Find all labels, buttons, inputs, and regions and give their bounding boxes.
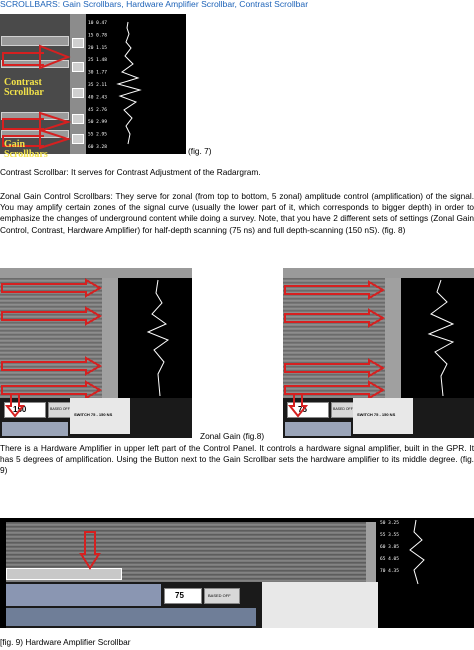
fig8-right-screenshot — [283, 268, 474, 438]
gain-arrow-head-1 — [40, 113, 70, 131]
fig8-right-gain-panel — [283, 398, 474, 438]
fig7-caption: (fig. 7) — [188, 146, 212, 156]
fig8-left-screenshot — [0, 268, 192, 438]
fig8-right-down-arrow — [289, 394, 307, 418]
fig7-scale-label: 60 3.28 — [88, 145, 107, 150]
fig9-down-arrow — [80, 532, 100, 570]
contrast-arrow-head — [40, 46, 70, 68]
fig8-right-based-button[interactable] — [331, 402, 355, 418]
fig9-value-box[interactable] — [164, 588, 202, 604]
fig7-scale-label: 15 0.78 — [88, 33, 107, 39]
fig9-caption: [fig. 9) Hardware Amplifier Scrollbar — [0, 637, 131, 647]
fig9-based-button[interactable] — [204, 588, 240, 604]
fig8-left-down-arrow — [6, 394, 27, 418]
gain-arrow-1 — [2, 118, 44, 130]
fig8-caption: Zonal Gain (fig.8) — [200, 431, 265, 441]
fig7-scale-label: 50 2.99 — [88, 120, 107, 126]
fig8-right-icon-row — [285, 422, 351, 436]
fig9-scale-label: 50 3.25 — [380, 521, 399, 526]
fig8-left-switch-label[interactable]: SWITCH 75 - 150 NS — [74, 412, 113, 417]
fig9-scale-label: 70 4.35 — [380, 569, 399, 574]
fig8-right-arrows — [283, 278, 403, 398]
fig8-left-border — [0, 268, 192, 278]
paragraph-contrast: Contrast Scrollbar: It serves for Contrast Adjustment of the Radargram. — [0, 167, 261, 177]
fig8-left-value: 150 — [13, 405, 27, 414]
fig9-icon-row-bottom — [6, 608, 256, 626]
fig7-scale-label: 25 1.48 — [88, 58, 107, 64]
fig8-left-arrows — [0, 278, 120, 398]
fig7-scale-label: 20 1.15 — [88, 45, 107, 51]
fig8-left-wave — [118, 278, 192, 398]
fig8-right-value: 75 — [298, 405, 307, 414]
paragraph-hardware-amplifier: There is a Hardware Amplifier in upper left part of the Control Panel. It controls a hardware signal amplifier, built in the GPR. It has 5 degrees of amplification. Using the Button next to the Gain Scrollbar sets the hardware amplifier to its middle degree. (fig. 9) — [0, 443, 474, 476]
fig8-left-based-button[interactable] — [48, 402, 72, 418]
fig8-right-switch-panel — [353, 398, 413, 434]
gain-label-line1: Gain — [4, 139, 26, 150]
fig8-left-gain-panel — [0, 398, 192, 438]
contrast-label — [4, 78, 44, 98]
fig7-scale-label: 30 1.77 — [88, 70, 107, 76]
fig9-scale-label: 60 3.85 — [380, 545, 399, 550]
fig9-icon-row-top — [6, 584, 161, 606]
contrast-arrow — [2, 52, 44, 66]
fig8-right-switch-label[interactable]: SWITCH 75 - 150 NS — [357, 412, 396, 417]
contrast-label-line1: Contrast — [4, 77, 42, 88]
gain-label-line2: Scrollbars — [4, 149, 48, 160]
fig8-right-based-label: BASED OFF — [333, 407, 353, 411]
fig9-value: 75 — [175, 591, 184, 600]
page-heading: SCROLLBARS: Gain Scrollbars, Hardware Amplifier Scrollbar, Contrast Scrollbar — [0, 0, 309, 9]
fig9-screenshot — [0, 518, 474, 628]
fig9-hardware-amp-scrollbar[interactable] — [6, 568, 122, 580]
fig7-screenshot — [0, 14, 186, 160]
fig7-scale-label: 10 0.47 — [88, 21, 107, 26]
fig9-scale-label: 55 3.55 — [380, 533, 399, 538]
contrast-label-line2: Scrollbar — [4, 87, 44, 98]
fig7-scale-label: 40 2.43 — [88, 95, 107, 101]
fig8-left-switch-panel — [70, 398, 130, 434]
fig9-slider-column — [366, 522, 376, 582]
fig7-scale-label: 35 2.11 — [88, 83, 107, 88]
paragraph-zonal-gain: Zonal Gain Control Scrollbars: They serve for zonal (from top to bottom, 5 zonal) amplitude control (amplification) of the signal. You may amplify certain zones of the signal curve (usually the lower part of it, which corresponds to bigger depth) in order to emphasize the changes of underground content while doing a survey. Note, that you have 2 different sets of settings (Zonal Gain Control, Contrast, Hardware Amplifier) for half-depth scanning (75 ns) and full depth-scanning (150 nS). (fig. 8) — [0, 191, 474, 235]
fig9-scale-label: 65 4.05 — [380, 557, 399, 562]
fig9-switch-panel — [262, 582, 378, 628]
fig8-right-wave — [401, 278, 474, 398]
fig8-right-border — [283, 268, 474, 278]
fig9-scale — [376, 518, 474, 588]
fig7-scale-label: 45 2.76 — [88, 107, 107, 113]
fig7-scale-label: 55 2.95 — [88, 132, 107, 138]
fig8-left-based-label: BASED OFF — [50, 407, 70, 411]
fig8-left-icon-row — [2, 422, 68, 436]
fig9-based-label: BASED OFF — [208, 593, 231, 598]
fig9-control-panel — [6, 582, 378, 628]
gain-label — [4, 140, 48, 160]
